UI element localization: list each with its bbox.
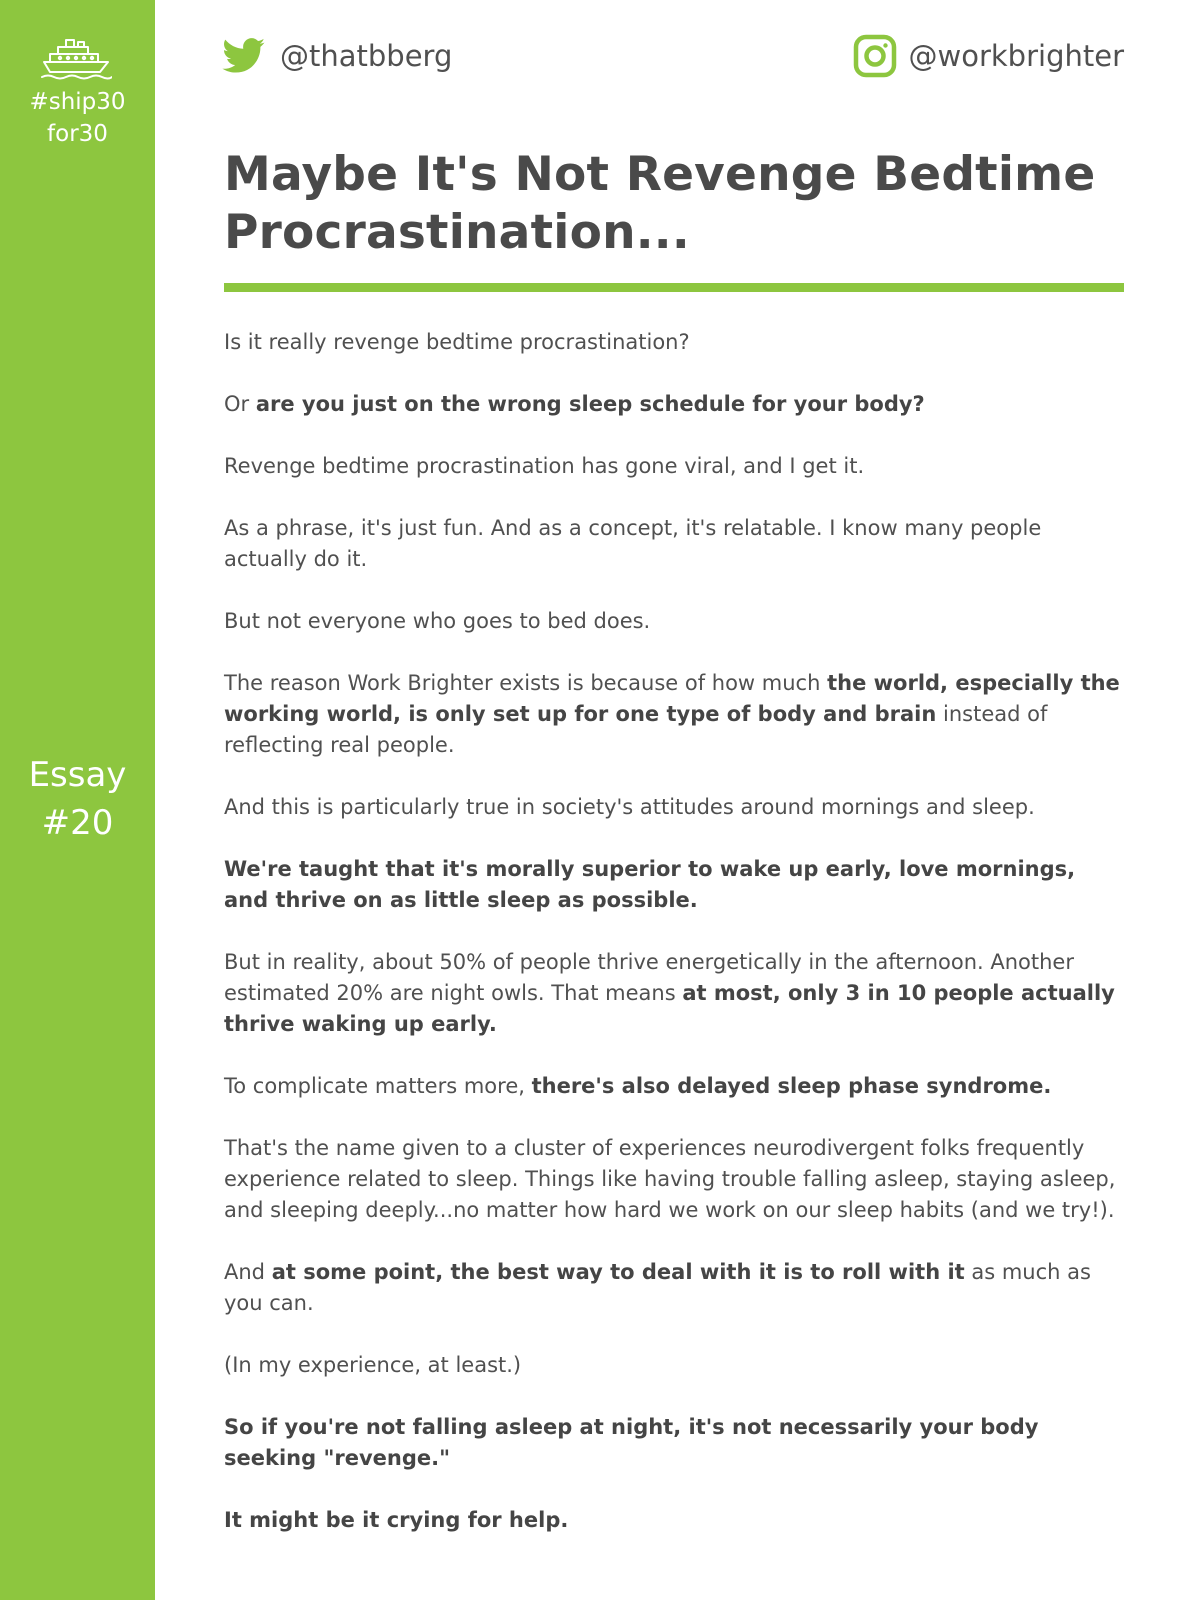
bold-text: at some point, the best way to deal with it is to roll with it	[271, 1260, 965, 1284]
twitter-bird-icon	[222, 38, 266, 74]
paragraph	[224, 854, 1126, 916]
title-divider	[224, 283, 1124, 292]
text-run: And	[224, 1260, 272, 1284]
article-body	[224, 327, 1126, 1536]
text-run: But not everyone who goes to bed does.	[224, 609, 651, 633]
page-title	[224, 146, 1124, 262]
paragraph	[224, 668, 1126, 761]
paragraph	[224, 1412, 1126, 1474]
paragraph	[224, 792, 1126, 823]
instagram-handle[interactable]	[853, 34, 1125, 78]
twitter-handle[interactable]	[222, 34, 452, 78]
text-run: Revenge bedtime procrastination has gone viral, and I get it.	[224, 454, 865, 478]
instagram-handle-text: @workbrighter	[908, 39, 1124, 73]
paragraph	[224, 947, 1126, 1040]
bold-text: at most, only 3 in 10 people actually thrive waking up early.	[224, 981, 1115, 1036]
essay-number: #20	[41, 803, 114, 843]
title-line-1: Maybe It's Not Revenge Bedtime	[224, 147, 1096, 202]
paragraph	[224, 1133, 1126, 1226]
paragraph	[224, 327, 1126, 358]
text-run: That's the name given to a cluster of experiences neurodivergent folks frequently experience related to sleep. Things like having trouble falling asleep, staying asleep, and sleeping deeply...no matter how hard we work on our sleep habits (and we try!).	[224, 1136, 1116, 1222]
instagram-icon	[853, 34, 897, 78]
paragraph	[224, 513, 1126, 575]
bold-text: It might be it crying for help.	[224, 1508, 569, 1532]
text-run: But in reality, about 50% of people thrive energetically in the afternoon. Another estimated 20% are night owls. That means	[224, 950, 1074, 1005]
text-run: instead of reflecting real people.	[224, 702, 1048, 757]
paragraph	[224, 1071, 1126, 1102]
bold-text: So if you're not falling asleep at night, it's not necessarily your body seeking "revenge."	[224, 1415, 1039, 1470]
bold-text: are you just on the wrong sleep schedule for your body?	[255, 392, 925, 416]
text-run: As a phrase, it's just fun. And as a concept, it's relatable. I know many people actually do it.	[224, 516, 1042, 571]
bold-text: there's also delayed sleep phase syndrome.	[531, 1074, 1052, 1098]
paragraph	[224, 1350, 1126, 1381]
bold-text: the world, especially the working world, is only set up for one type of body and brain	[224, 671, 1120, 726]
ship-icon	[40, 36, 112, 80]
text-run: To complicate matters more,	[224, 1074, 532, 1098]
paragraph	[224, 1505, 1126, 1536]
essay-label: Essay	[28, 755, 127, 795]
text-run: And this is particularly true in society's attitudes around mornings and sleep.	[224, 795, 1035, 819]
text-run: Is it really revenge bedtime procrastination?	[224, 330, 690, 354]
sidebar	[0, 0, 155, 1600]
text-run: (In my experience, at least.)	[224, 1353, 522, 1377]
text-run: Or	[224, 392, 256, 416]
hashtag-line-2: for30	[47, 121, 108, 147]
text-run: The reason Work Brighter exists is because of how much	[224, 671, 828, 695]
title-line-2: Procrastination...	[224, 205, 690, 260]
text-run: as much as you can.	[224, 1260, 1091, 1315]
bold-text: We're taught that it's morally superior to wake up early, love mornings, and thrive on as little sleep as possible.	[224, 857, 1076, 912]
paragraph	[224, 451, 1126, 482]
twitter-handle-text: @thatbberg	[280, 39, 453, 73]
paragraph	[224, 606, 1126, 637]
paragraph	[224, 1257, 1126, 1319]
paragraph	[224, 389, 1126, 420]
hashtag-line-1: #ship30	[29, 89, 126, 115]
